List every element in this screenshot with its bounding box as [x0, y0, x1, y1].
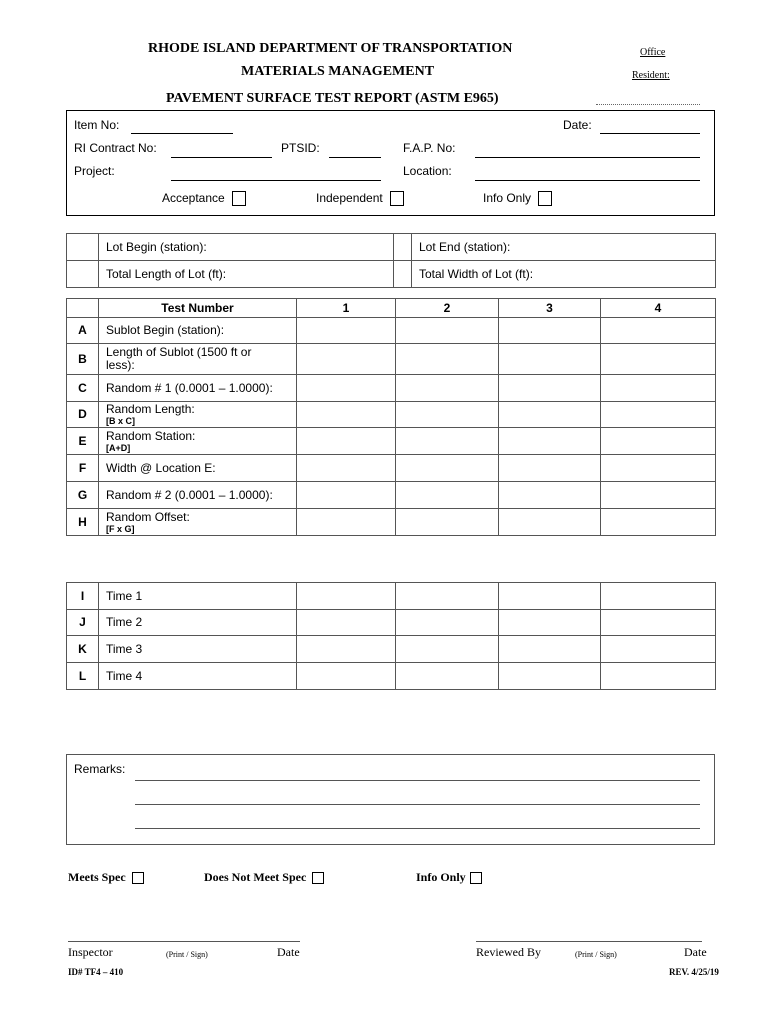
not-meets-spec-checkbox[interactable]: [312, 872, 324, 884]
remarks-line[interactable]: [135, 804, 700, 805]
row-letter: H: [67, 509, 99, 536]
lot-begin-cell[interactable]: [99, 234, 394, 261]
row-letter: L: [67, 663, 99, 690]
data-cell[interactable]: [396, 663, 499, 690]
data-cell[interactable]: [601, 610, 716, 636]
table-row: [67, 610, 716, 636]
table-row: [67, 663, 716, 690]
row-label: Random # 2 (0.0001 – 1.0000):: [99, 482, 297, 509]
remarks-line[interactable]: [135, 828, 700, 829]
table-row: [67, 344, 716, 375]
time-table: [66, 582, 716, 690]
row-letter: D: [67, 402, 99, 428]
row-note: [B x C]: [106, 416, 135, 426]
spec-info-only-label: Info Only: [416, 870, 466, 884]
data-cell[interactable]: [297, 402, 396, 428]
not-meets-spec-option[interactable]: [204, 870, 324, 885]
table-row: [67, 482, 716, 509]
total-width-label: Total Width of Lot (ft):: [419, 266, 534, 281]
row-label: Length of Sublot (1500 ft or less):: [99, 344, 297, 375]
data-cell[interactable]: [396, 583, 499, 610]
data-cell[interactable]: [499, 663, 601, 690]
row-label: Time 2: [99, 610, 297, 636]
row-label-cell: [99, 428, 297, 455]
table-row: [67, 428, 716, 455]
data-cell[interactable]: [396, 455, 499, 482]
data-cell[interactable]: [601, 482, 716, 509]
reviewed-by-label: Reviewed By: [476, 945, 541, 959]
form-id: ID# TF4 – 410: [68, 967, 124, 977]
project-label: Project:: [74, 164, 115, 178]
row-label-cell: [99, 509, 297, 536]
data-cell[interactable]: [396, 482, 499, 509]
data-cell[interactable]: [396, 344, 499, 375]
lot-row-marker: [67, 261, 99, 288]
acceptance-option[interactable]: [162, 191, 246, 206]
info-box: [66, 110, 715, 216]
row-letter: E: [67, 428, 99, 455]
row-letter: G: [67, 482, 99, 509]
column-header: 4: [601, 299, 716, 318]
remarks-line[interactable]: [135, 780, 700, 781]
column-header: 3: [499, 299, 601, 318]
row-label: Random # 1 (0.0001 – 1.0000):: [99, 375, 297, 402]
revision-label: REV. 4/25/19: [669, 967, 719, 977]
data-cell[interactable]: [499, 318, 601, 344]
location-label: Location:: [403, 164, 452, 178]
data-cell[interactable]: [601, 375, 716, 402]
lot-end-label: Lot End (station):: [419, 239, 511, 254]
inspector-label: Inspector: [68, 945, 113, 959]
header-blank: [67, 299, 99, 318]
resident-field[interactable]: [596, 104, 700, 105]
table-row: [67, 375, 716, 402]
reviewer-signature-line[interactable]: [476, 941, 702, 942]
inspector-date-label: Date: [277, 945, 300, 959]
data-cell[interactable]: [396, 428, 499, 455]
acceptance-checkbox[interactable]: [232, 191, 246, 206]
data-cell[interactable]: [297, 375, 396, 402]
data-cell[interactable]: [499, 428, 601, 455]
data-cell[interactable]: [297, 318, 396, 344]
row-note: [A+D]: [106, 442, 131, 453]
resident-label: Resident:: [632, 70, 670, 81]
spec-info-only-option[interactable]: [416, 870, 482, 885]
data-cell[interactable]: [396, 636, 499, 663]
row-letter: B: [67, 344, 99, 375]
data-cell[interactable]: [499, 509, 601, 536]
data-cell[interactable]: [396, 375, 499, 402]
data-cell[interactable]: [499, 402, 601, 428]
ri-contract-label: RI Contract No:: [74, 141, 157, 155]
data-cell[interactable]: [297, 344, 396, 375]
row-letter: J: [67, 610, 99, 636]
total-length-label: Total Length of Lot (ft):: [106, 266, 227, 281]
remarks-box: [66, 754, 715, 845]
row-letter: K: [67, 636, 99, 663]
data-cell[interactable]: [601, 509, 716, 536]
lot-end-cell[interactable]: [412, 234, 716, 261]
info-only-checkbox[interactable]: [538, 191, 552, 206]
table-row: [67, 318, 716, 344]
data-cell[interactable]: [601, 428, 716, 455]
data-cell[interactable]: [601, 663, 716, 690]
data-cell[interactable]: [297, 663, 396, 690]
data-cell[interactable]: [499, 455, 601, 482]
test-number-header: Test Number: [99, 299, 297, 318]
fap-field[interactable]: [475, 157, 700, 158]
table-row: [67, 509, 716, 536]
inspector-signature-line[interactable]: [68, 941, 300, 942]
data-cell[interactable]: [396, 509, 499, 536]
row-label-cell: [99, 402, 297, 428]
page-title: PAVEMENT SURFACE TEST REPORT (ASTM E965): [166, 91, 499, 106]
project-field[interactable]: [171, 180, 381, 181]
data-cell[interactable]: [499, 344, 601, 375]
remarks-label: Remarks:: [74, 762, 126, 776]
data-cell[interactable]: [297, 428, 396, 455]
independent-option[interactable]: [316, 191, 404, 206]
data-cell[interactable]: [499, 482, 601, 509]
data-cell[interactable]: [601, 636, 716, 663]
row-label: Time 1: [99, 583, 297, 610]
lot-separator: [394, 234, 412, 261]
data-cell[interactable]: [601, 583, 716, 610]
print-sign-note: (Print / Sign): [575, 950, 617, 959]
data-cell[interactable]: [297, 636, 396, 663]
item-no-label: Item No:: [74, 118, 120, 132]
row-letter: I: [67, 583, 99, 610]
row-label: Sublot Begin (station):: [99, 318, 297, 344]
reviewer-date-label: Date: [684, 945, 707, 959]
meets-spec-option[interactable]: [68, 870, 144, 885]
data-cell[interactable]: [601, 318, 716, 344]
data-cell[interactable]: [297, 610, 396, 636]
data-cell[interactable]: [499, 636, 601, 663]
data-cell[interactable]: [601, 455, 716, 482]
table-row: [67, 583, 716, 610]
header-line-1: RHODE ISLAND DEPARTMENT OF TRANSPORTATION: [148, 41, 513, 56]
column-header: 1: [297, 299, 396, 318]
ri-contract-field[interactable]: [171, 157, 272, 158]
independent-checkbox[interactable]: [390, 191, 404, 206]
row-letter: F: [67, 455, 99, 482]
independent-label: Independent: [316, 191, 383, 205]
lot-begin-label: Lot Begin (station):: [106, 239, 207, 254]
data-cell[interactable]: [601, 402, 716, 428]
date-field[interactable]: [600, 133, 700, 134]
data-cell[interactable]: [297, 583, 396, 610]
test-table: [66, 298, 716, 536]
not-meets-spec-label: Does Not Meet Spec: [204, 870, 307, 884]
row-letter: C: [67, 375, 99, 402]
data-cell[interactable]: [396, 610, 499, 636]
item-no-field[interactable]: [131, 133, 233, 134]
row-letter: A: [67, 318, 99, 344]
data-cell[interactable]: [601, 344, 716, 375]
table-row: [67, 402, 716, 428]
column-header: 2: [396, 299, 499, 318]
data-cell[interactable]: [396, 402, 499, 428]
data-cell[interactable]: [297, 482, 396, 509]
print-sign-note: (Print / Sign): [166, 950, 208, 959]
table-row: [67, 455, 716, 482]
location-field[interactable]: [475, 180, 700, 181]
meets-spec-checkbox[interactable]: [132, 872, 144, 884]
data-cell[interactable]: [297, 509, 396, 536]
total-width-cell[interactable]: [412, 261, 716, 288]
data-cell[interactable]: [297, 455, 396, 482]
info-only-label: Info Only: [483, 191, 532, 205]
table-row: [67, 636, 716, 663]
row-label: Random Offset:: [106, 509, 190, 524]
data-cell[interactable]: [499, 375, 601, 402]
row-label: Time 3: [99, 636, 297, 663]
acceptance-label: Acceptance: [162, 191, 225, 205]
total-length-cell[interactable]: [99, 261, 394, 288]
date-label: Date:: [563, 118, 592, 132]
data-cell[interactable]: [499, 583, 601, 610]
info-only-option[interactable]: [483, 191, 552, 206]
row-note: [F x G]: [106, 523, 135, 534]
spec-info-only-checkbox[interactable]: [470, 872, 482, 884]
row-label: Width @ Location E:: [99, 455, 297, 482]
ptsid-label: PTSID:: [281, 141, 320, 155]
fap-label: F.A.P. No:: [403, 141, 456, 155]
data-cell[interactable]: [396, 318, 499, 344]
lot-table: [66, 233, 716, 288]
row-label: Random Length:: [106, 402, 195, 416]
ptsid-field[interactable]: [329, 157, 381, 158]
office-label: Office: [640, 47, 666, 58]
data-cell[interactable]: [499, 610, 601, 636]
row-label: Time 4: [99, 663, 297, 690]
lot-row-marker: [67, 234, 99, 261]
header-line-2: MATERIALS MANAGEMENT: [241, 64, 435, 79]
row-label: Random Station:: [106, 428, 196, 443]
lot-separator: [394, 261, 412, 288]
meets-spec-label: Meets Spec: [68, 870, 126, 884]
